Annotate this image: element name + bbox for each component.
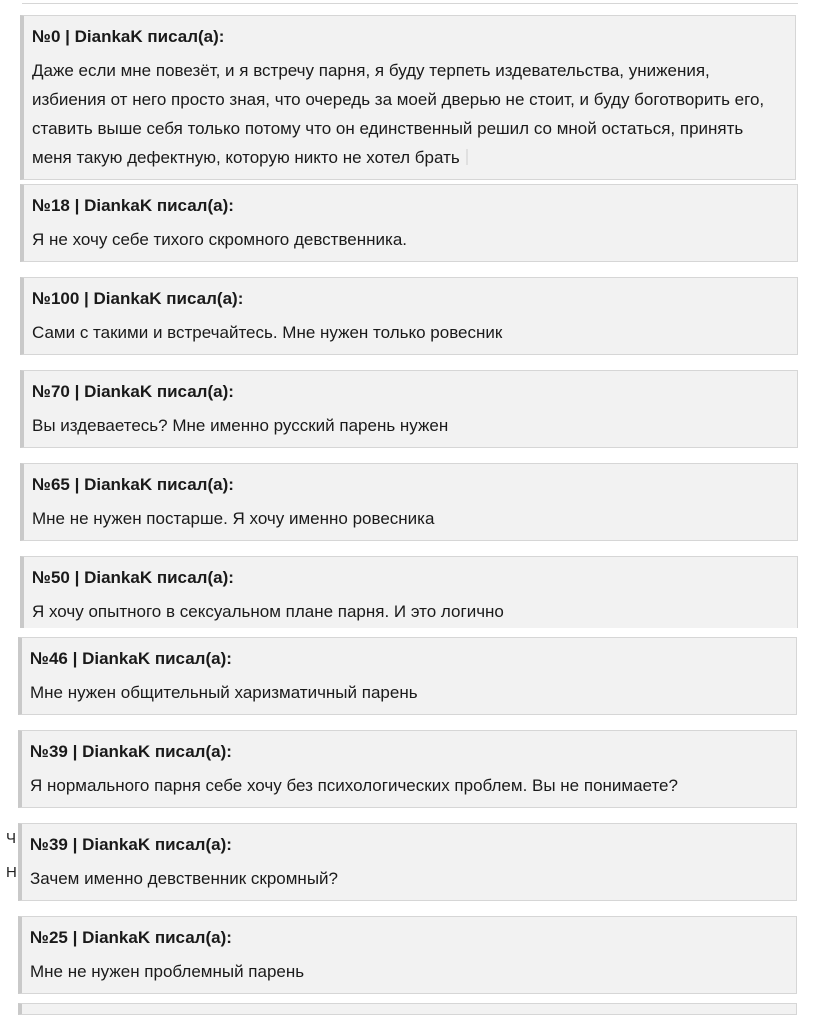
separator: | <box>67 742 83 761</box>
post-number: №0 <box>32 27 61 46</box>
quote-block <box>20 277 798 355</box>
author-line: DiankaK писал(а): <box>82 835 232 854</box>
separator: | <box>69 568 85 587</box>
quote-block <box>18 730 797 808</box>
quote-block <box>18 916 797 994</box>
quote-block <box>18 823 797 901</box>
quote-header <box>32 474 785 496</box>
post-number: №39 <box>30 742 68 761</box>
separator: | <box>69 196 85 215</box>
separator: | <box>69 382 85 401</box>
separator: | <box>67 928 83 947</box>
quote-block <box>20 370 798 448</box>
quote-text: Я нормального парня себе хочу без психологических проблем. Вы не понимаете? <box>30 776 678 795</box>
post-number: №25 <box>30 928 68 947</box>
author-line: DiankaK писал(а): <box>84 475 234 494</box>
separator: | <box>67 835 83 854</box>
quote-text: Сами с такими и встречайтесь. Мне нужен только ровесник <box>32 323 503 342</box>
quote-text: Зачем именно девственник скромный? <box>30 869 338 888</box>
post-number: №18 <box>32 196 70 215</box>
quote-header <box>32 381 785 403</box>
post-number: №100 <box>32 289 80 308</box>
stray-letter: Н <box>6 864 17 881</box>
quote-text: Я хочу опытного в сексуальном плане парня. И это логично <box>32 602 504 621</box>
stray-letter: Ч <box>6 830 16 847</box>
author-line: DiankaK писал(а): <box>74 27 225 46</box>
quote-block <box>20 463 798 541</box>
quote-header <box>32 567 785 589</box>
quote-block <box>20 184 798 262</box>
quote-block <box>20 15 796 180</box>
post-number: №65 <box>32 475 70 494</box>
quote-block-edge <box>18 1003 797 1015</box>
post-number: №70 <box>32 382 70 401</box>
quote-text: Мне не нужен постарше. Я хочу именно ровесника <box>32 509 435 528</box>
author-line: DiankaK писал(а): <box>82 742 232 761</box>
quote-header <box>30 927 784 949</box>
separator: | <box>69 475 85 494</box>
author-line: DiankaK писал(а): <box>84 382 234 401</box>
quote-header <box>32 288 785 310</box>
quote-text: Мне нужен общительный харизматичный парень <box>30 683 418 702</box>
quote-text: Мне не нужен проблемный парень <box>30 962 305 981</box>
post-number: №46 <box>30 649 68 668</box>
quote-block <box>18 637 797 715</box>
author-line: DiankaK писал(а): <box>93 289 244 308</box>
quote-text: Даже если мне повезёт, и я встречу парня, я буду терпеть издевательства, унижения, избиения от него просто зная, что очередь за моей дверью не стоит, и буду боготворить его, ставить выше себя только потому что он единственный решил со мной остаться, принять меня такую дефектную, которую никто не хотел брать <box>32 61 765 167</box>
quote-header <box>32 26 783 48</box>
post-number: №39 <box>30 835 68 854</box>
quote-text: Вы издеваетесь? Мне именно русский парень нужен <box>32 416 449 435</box>
top-divider <box>22 0 798 4</box>
separator: | <box>60 27 75 46</box>
quote-header <box>32 195 785 217</box>
quote-header <box>30 741 784 763</box>
author-line: DiankaK писал(а): <box>84 568 234 587</box>
post-number: №50 <box>32 568 70 587</box>
quote-text: Я не хочу себе тихого скромного девственника. <box>32 230 408 249</box>
author-line: DiankaK писал(а): <box>84 196 234 215</box>
author-line: DiankaK писал(а): <box>82 928 232 947</box>
quote-header <box>30 834 784 856</box>
separator: | <box>79 289 94 308</box>
author-line: DiankaK писал(а): <box>82 649 232 668</box>
quote-block <box>20 556 798 628</box>
quote-header <box>30 648 784 670</box>
text-cursor <box>466 149 468 165</box>
separator: | <box>67 649 83 668</box>
